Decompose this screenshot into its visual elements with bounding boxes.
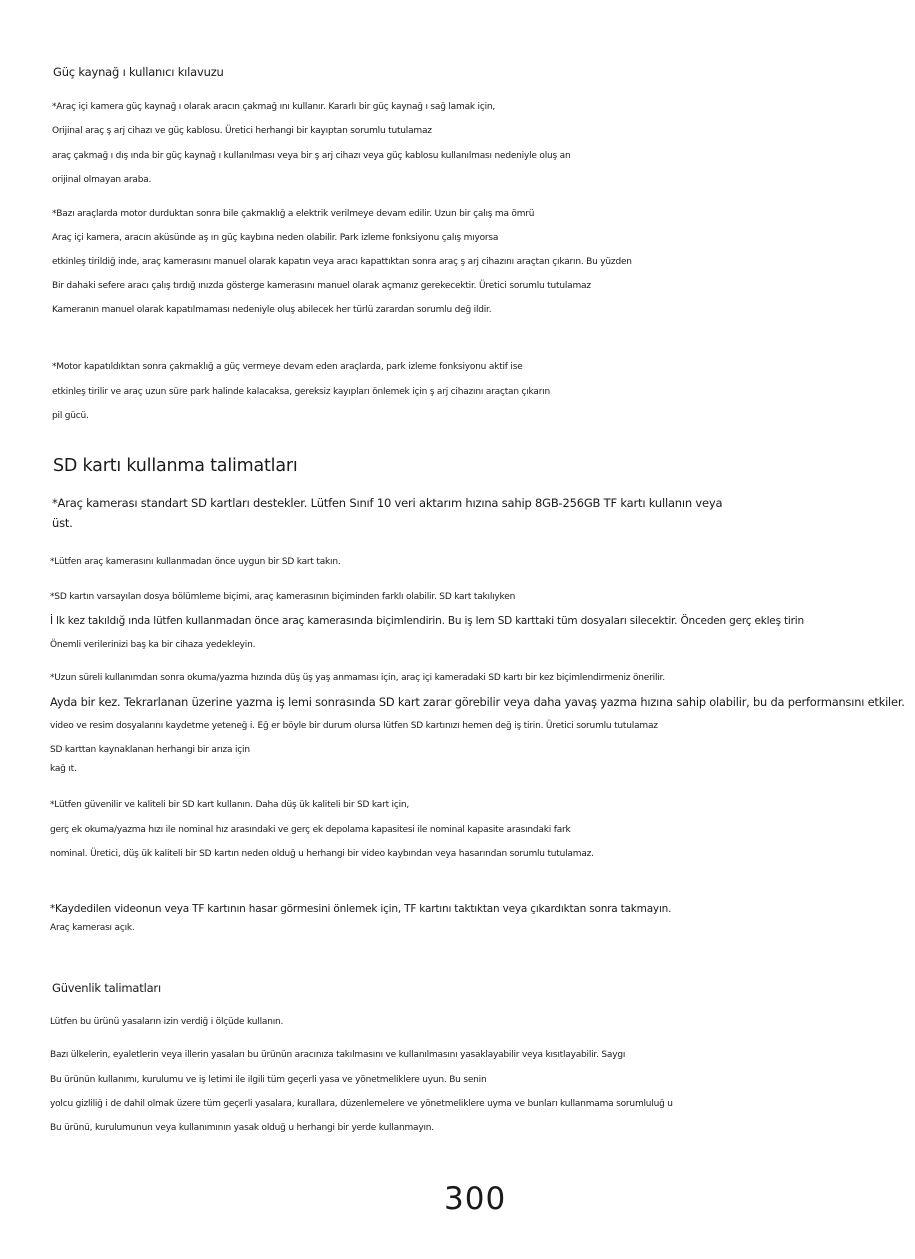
sd-line: Önemli verilerinizi baş ka bir cihaza yedekleyin. xyxy=(50,640,256,650)
sd-line: SD karttan kaynaklanan herhangi bir arıza için xyxy=(50,745,250,755)
sd-intro-line: üst. xyxy=(52,516,73,530)
sd-line: video ve resim dosyalarını kaydetme yeteneğ i. Eğ er böyle bir durum olursa lütfen SD kartınızı hemen değ iş tirin. Üretici sorumlu tutulamaz xyxy=(50,721,658,731)
power-line: *Araç içi kamera güç kaynağ ı olarak aracın çakmağ ını kullanır. Kararlı bir güç kaynağ ı sağ lamak için, xyxy=(52,102,496,112)
sd-line: *SD kartın varsayılan dosya bölümleme biçimi, araç kamerasının biçiminden farklı olabilir. SD kart takılıyken xyxy=(50,592,516,602)
power-line: Bir dahaki sefere aracı çalış tırdığ ınızda gösterge kamerasını manuel olarak açmanız gerekecektir. Üretici sorumlu tutulamaz xyxy=(52,281,591,291)
power-line: *Motor kapatıldıktan sonra çakmaklığ a güç vermeye devam eden araçlarda, park izleme fonksiyonu aktif ise xyxy=(52,362,523,372)
sd-line: gerç ek okuma/yazma hızı ile nominal hız arasındaki ve gerç ek depolama kapasitesi ile nominal kapasite arasındaki fark xyxy=(50,825,571,835)
safety-section-title: Güvenlik talimatları xyxy=(52,981,161,995)
power-line: Araç içi kamera, aracın aküsünde aş ırı güç kaybına neden olabilir. Park izleme fonksiyonu çalış mıyorsa xyxy=(52,233,499,243)
safety-line: Bazı ülkelerin, eyaletlerin veya illerin yasaları bu ürünün aracınıza takılmasını ve kullanılmasını yasaklayabilir veya kısıtlayabilir. Saygı xyxy=(50,1050,626,1060)
safety-line: Bu ürünün kullanımı, kurulumu ve iş letimi ile ilgili tüm geçerli yasa ve yönetmeliklere uyun. Bu senin xyxy=(50,1075,487,1085)
sd-intro-line: *Araç kamerası standart SD kartları destekler. Lütfen Sınıf 10 veri aktarım hızına sahip 8GB-256GB TF kartı kullanın veya xyxy=(52,496,723,510)
sd-line: kağ ıt. xyxy=(50,764,77,774)
power-line: Kameranın manuel olarak kapatılmaması nedeniyle oluş abilecek her türlü zarardan sorumlu değ ildir. xyxy=(52,305,492,315)
sd-line: *Kaydedilen videonun veya TF kartının hasar görmesini önlemek için, TF kartını taktıktan veya çıkardıktan sonra takmayın. xyxy=(50,903,672,915)
safety-line: Bu ürünü, kurulumunun veya kullanımının yasak olduğ u herhangi bir yerde kullanmayın. xyxy=(50,1123,434,1133)
sd-line: Araç kamerası açık. xyxy=(50,923,135,933)
power-line: Orijinal araç ş arj cihazı ve güç kablosu. Üretici herhangi bir kayıptan sorumlu tutulamaz xyxy=(52,126,432,136)
page-number: 300 xyxy=(444,1181,507,1217)
power-line: etkinleş tirildiğ inde, araç kamerasını manuel olarak kapatın veya aracı kapattıktan sonra araç ş arj cihazını araçtan çıkarın. Bu yüzden xyxy=(52,257,632,267)
safety-line: Lütfen bu ürünü yasaların izin verdiğ i ölçüde kullanın. xyxy=(50,1017,284,1027)
power-line: orijinal olmayan araba. xyxy=(52,175,152,185)
power-line: araç çakmağ ı dış ında bir güç kaynağ ı kullanılması veya bir ş arj cihazı veya güç kablosu kullanılması nedeniyle oluş an xyxy=(52,151,571,161)
sd-line: nominal. Üretici, düş ük kaliteli bir SD kartın neden olduğ u herhangi bir video kaybından veya hasarından sorumlu tutulamaz. xyxy=(50,849,594,859)
sd-section-title: SD kartı kullanma talimatları xyxy=(53,456,298,476)
safety-line: yolcu gizliliğ i de dahil olmak üzere tüm geçerli yasalara, kurallara, düzenlemelere ve yönetmeliklere uyma ve bunları kullanmama sorumluluğ u xyxy=(50,1099,673,1109)
sd-line: *Lütfen güvenilir ve kaliteli bir SD kart kullanın. Daha düş ük kaliteli bir SD kart için, xyxy=(50,800,410,810)
power-line: *Bazı araçlarda motor durduktan sonra bile çakmaklığ a elektrik verilmeye devam edilir. Uzun bir çalış ma ömrü xyxy=(52,209,535,219)
sd-line: *Lütfen araç kamerasını kullanmadan önce uygun bir SD kart takın. xyxy=(50,557,341,567)
power-section-title: Güç kaynağ ı kullanıcı kılavuzu xyxy=(53,65,224,79)
power-line: pil gücü. xyxy=(52,411,89,421)
sd-line: İ lk kez takıldığ ında lütfen kullanmadan önce araç kamerasında biçimlendirin. Bu iş lem SD karttaki tüm dosyaları silecektir. Önceden gerç ekleş tirin xyxy=(50,615,804,627)
sd-line: *Uzun süreli kullanımdan sonra okuma/yazma hızında düş üş yaş anmaması için, araç içi kameradaki SD kartı bir kez biçimlendirmeniz önerilir. xyxy=(50,673,665,683)
power-line: etkinleş tirilir ve araç uzun süre park halinde kalacaksa, gereksiz kayıpları önlemek için ş arj cihazını araçtan çıkarın xyxy=(52,387,551,397)
sd-line: Ayda bir kez. Tekrarlanan üzerine yazma iş lemi sonrasında SD kart zarar görebilir veya daha yavaş yazma hızına sahip olabilir, bu da performansını etkiler. xyxy=(50,695,905,709)
